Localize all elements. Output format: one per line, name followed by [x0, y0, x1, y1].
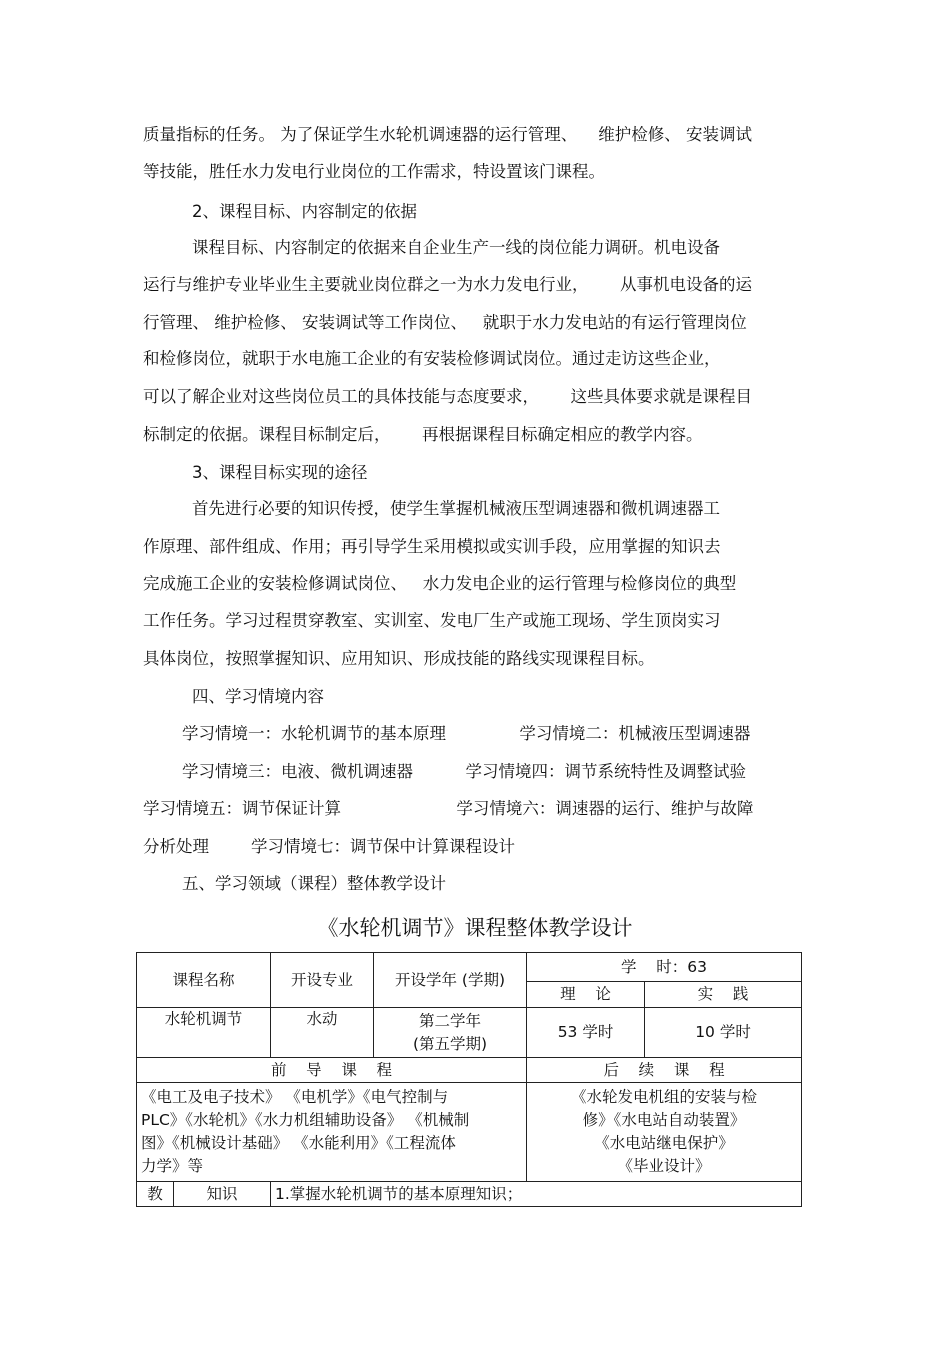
- section-heading: 2、课程目标、内容制定的依据: [192, 202, 417, 221]
- prereq-courses: [137, 1083, 527, 1182]
- body-line: 工作任务。学习过程贯穿教室、实训室、发电厂生产或施工现场、学生顶岗实习: [143, 611, 721, 630]
- body-line: 学习情境三：电液、微机调速器 学习情境四：调节系统特性及调整试验: [182, 762, 746, 781]
- followup-courses: [527, 1083, 802, 1182]
- body-line: 运行与维护专业毕业生主要就业岗位群之一为水力发电行业， 从事机电设备的运: [143, 275, 752, 294]
- followup-line: 《毕业设计》: [617, 1157, 711, 1175]
- prereq-line: 图》《机械设计基础》 《水能利用》《工程流体: [141, 1134, 456, 1152]
- section-heading: 四、学习情境内容: [192, 687, 324, 706]
- body-line: 和检修岗位，就职于水电施工企业的有安装检修调试岗位。通过走访这些企业，: [143, 349, 721, 368]
- section-heading: 3、课程目标实现的途径: [192, 463, 368, 482]
- header-term: 开设学年 (学期): [374, 953, 527, 1008]
- header-prereq: 前 导 课 程: [137, 1058, 527, 1083]
- value-term-line: 第二学年: [419, 1011, 482, 1030]
- followup-line: 《水电站继电保护》: [594, 1134, 734, 1152]
- body-line: 行管理、 维护检修、 安装调试等工作岗位、 就职于水力发电站的有运行管理岗位: [143, 313, 747, 332]
- prereq-line: PLC》《水轮机》《水力机组辅助设备》 《机械制: [141, 1111, 470, 1129]
- knowledge-item: 1.掌握水轮机调节的基本原理知识；: [271, 1182, 802, 1207]
- prereq-line: 《电工及电子技术》 《电机学》《电气控制与: [141, 1088, 449, 1106]
- body-line: 作原理、部件组成、作用；再引导学生采用模拟或实训手段，应用掌握的知识去: [143, 537, 721, 556]
- section-heading: 五、学习领域（课程）整体教学设计: [182, 874, 446, 893]
- header-practice: 实 践: [645, 982, 802, 1008]
- body-line: 具体岗位，按照掌握知识、应用知识、形成技能的路线实现课程目标。: [143, 649, 655, 668]
- body-line: 质量指标的任务。 为了保证学生水轮机调速器的运行管理、 维护检修、 安装调试: [143, 125, 752, 144]
- value-term: [374, 1008, 527, 1058]
- row-knowledge: 知识: [174, 1182, 271, 1207]
- body-line: 首先进行必要的知识传授，使学生掌握机械液压型调速器和微机调速器工: [192, 499, 720, 518]
- body-line: 完成施工企业的安装检修调试岗位、 水力发电企业的运行管理与检修岗位的典型: [143, 574, 737, 593]
- body-line: 可以了解企业对这些岗位员工的具体技能与态度要求， 这些具体要求就是课程目: [143, 387, 752, 406]
- header-hours: 学 时：63: [527, 953, 802, 982]
- followup-line: 《水轮发电机组的安装与检: [571, 1088, 758, 1106]
- body-line: 学习情境五：调节保证计算 学习情境六：调速器的运行、维护与故障: [143, 799, 754, 818]
- table-title: 《水轮机调节》课程整体教学设计: [317, 916, 633, 940]
- header-theory: 理 论: [527, 982, 645, 1008]
- body-line: 分析处理 学习情境七：调节保中计算课程设计: [143, 837, 515, 856]
- header-followup: 后 续 课 程: [527, 1058, 802, 1083]
- header-major: 开设专业: [271, 953, 374, 1008]
- body-line: 课程目标、内容制定的依据来自企业生产一线的岗位能力调研。机电设备: [192, 238, 720, 257]
- value-practice: 10 学时: [645, 1008, 802, 1058]
- body-line: 等技能，胜任水力发电行业岗位的工作需求，特设置该门课程。: [143, 162, 605, 181]
- value-course-name: 水轮机调节: [137, 1008, 271, 1058]
- value-major: 水动: [271, 1008, 374, 1058]
- course-design-table: [136, 952, 802, 1207]
- row-teach: 教: [137, 1182, 174, 1207]
- body-line: 标制定的依据。课程目标制定后， 再根据课程目标确定相应的教学内容。: [143, 425, 703, 444]
- value-term-line: (第五学期): [412, 1034, 488, 1053]
- header-course-name: 课程名称: [137, 953, 271, 1008]
- body-line: 学习情境一：水轮机调节的基本原理 学习情境二：机械液压型调速器: [182, 724, 751, 743]
- followup-line: 修》《水电站自动装置》: [582, 1111, 746, 1129]
- value-theory: 53 学时: [527, 1008, 645, 1058]
- prereq-line: 力学》等: [141, 1157, 204, 1175]
